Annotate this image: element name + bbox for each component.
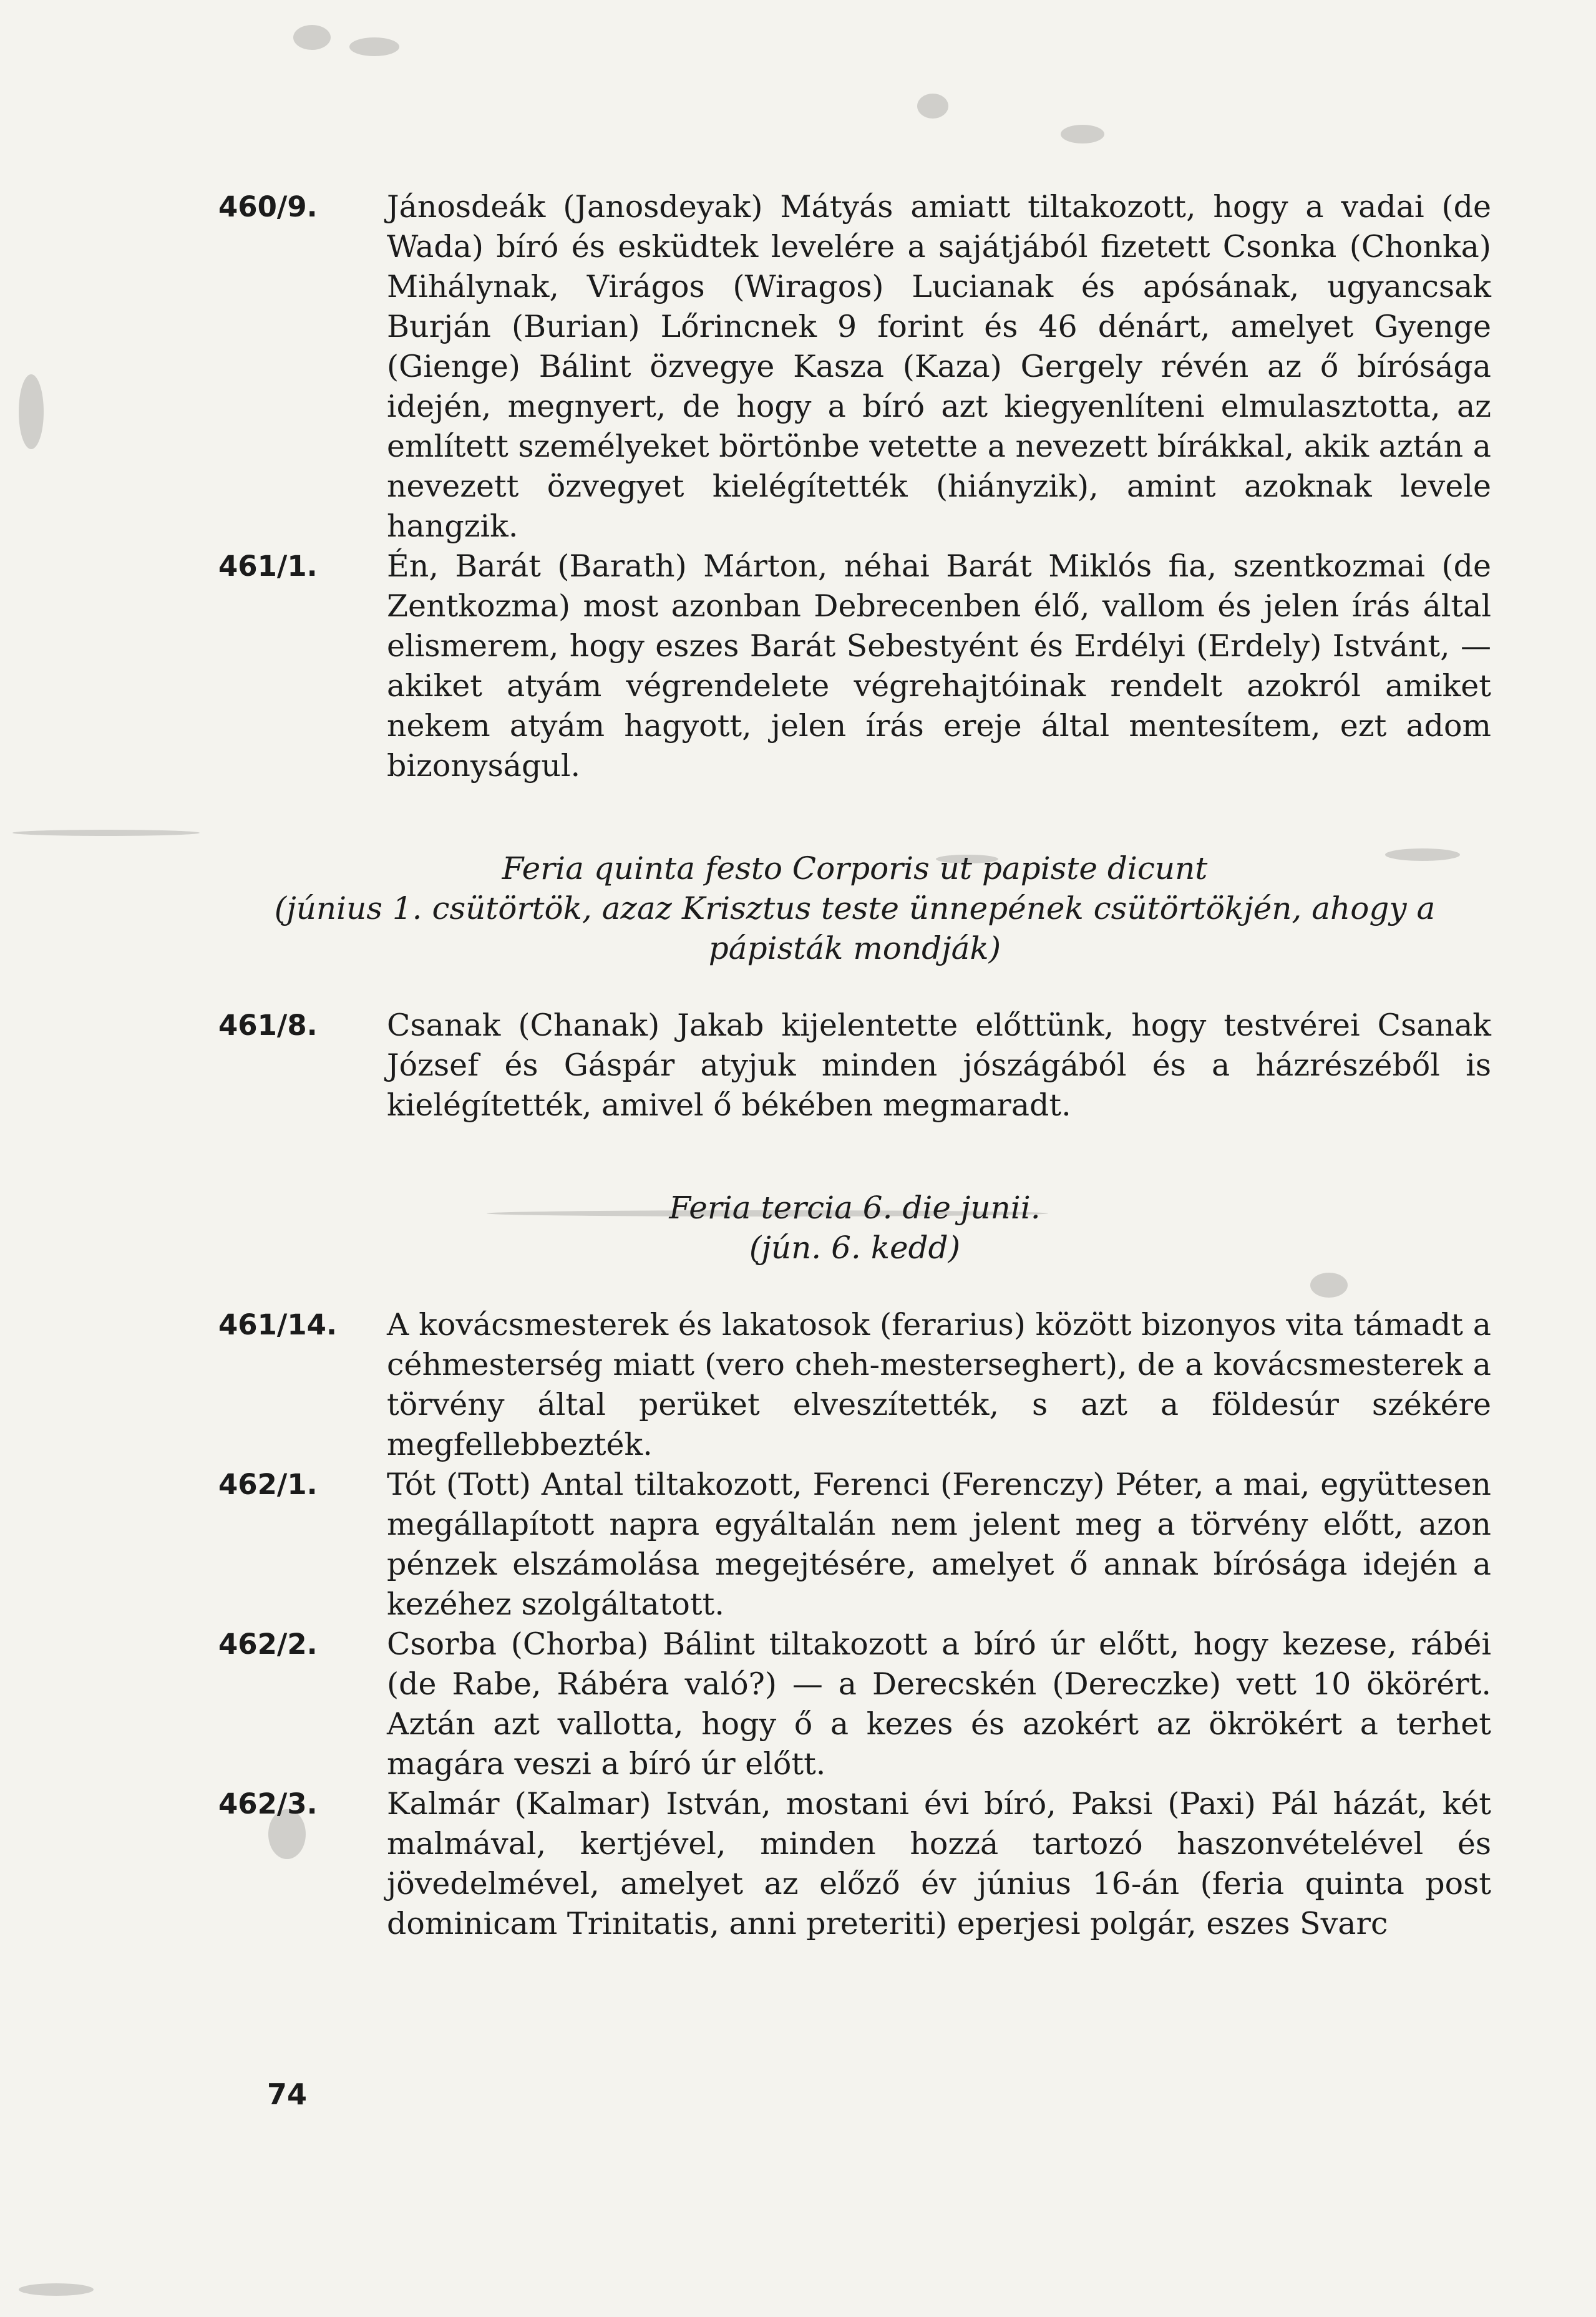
scan-speckle [12, 830, 200, 836]
entry-text: Csorba (Chorba) Bálint tiltakozott a bíró úr előtt, hogy kezese, rábéi (de Rabe, Rábéra való?) — a Derecskén (Dereczke) vett 10 ökörért. Aztán azt vallotta, hogy ő a kezes és azokért az ökrökért a terhet magára veszi a bíró úr előtt. [387, 1626, 1491, 1782]
heading-line: pápisták mondják) [708, 930, 1001, 966]
entry-461-8 [218, 1006, 1491, 1125]
entry-461-14 [218, 1305, 1491, 1465]
section-heading-feria-tercia [218, 1188, 1491, 1268]
entry-number: 461/14. [218, 1308, 338, 1341]
entry-460-9 [218, 187, 1491, 546]
scan-speckle [293, 25, 331, 50]
scan-speckle [349, 37, 399, 56]
entry-number: 462/1. [218, 1468, 318, 1501]
entry-number: 460/9. [218, 190, 318, 223]
document-body [218, 187, 1491, 1944]
entry-text: Tót (Tott) Antal tiltakozott, Ferenci (Ferenczy) Péter, a mai, együttesen megállapított napra egyáltalán nem jelent meg a törvény előtt, azon pénzek elszámolása megejtésére, amelyet ő annak bírósága idején a kezéhez szolgáltatott. [387, 1467, 1491, 1622]
entry-number: 462/3. [218, 1787, 318, 1820]
section-heading-feria-quinta [218, 848, 1491, 968]
entry-462-1 [218, 1465, 1491, 1625]
entry-text: Én, Barát (Barath) Márton, néhai Barát Miklós fia, szentkozmai (de Zentkozma) most azonban Debrecenben élő, vallom és jelen írás által elismerem, hogy eszes Barát Sebestyént és Erdélyi (Erdely) Istvánt, — akiket atyám végrendelete végrehajtóinak rendelt azokról amiket nekem atyám hagyott, jelen írás ereje által mentesítem, ezt adom bizonyságul. [387, 548, 1491, 784]
scan-speckle [917, 94, 948, 119]
page-number: 74 [267, 2077, 308, 2111]
entry-461-1 [218, 546, 1491, 786]
entry-text: A kovácsmesterek és lakatosok (ferarius) között bizonyos vita támadt a céhmesterség miatt (vero cheh-mesterseghert), de a kovácsmesterek a törvény által perüket elveszítették, s azt a földesúr székére megfellebbezték. [387, 1307, 1491, 1462]
scan-speckle [19, 2283, 94, 2296]
entry-462-2 [218, 1625, 1491, 1784]
entry-number: 461/1. [218, 550, 318, 583]
entry-462-3 [218, 1784, 1491, 1944]
entry-text: Kalmár (Kalmar) István, mostani évi bíró, Paksi (Paxi) Pál házát, két malmával, kertjével, minden hozzá tartozó haszonvételével és jövedelmével, amelyet az előző év június 16-án (feria quinta post dominicam Trinitatis, anni preteriti) eperjesi polgár, eszes Svarc [387, 1786, 1491, 1941]
scan-speckle [1061, 125, 1104, 143]
entry-number: 462/2. [218, 1628, 318, 1661]
heading-line: Feria tercia 6. die junii. [669, 1190, 1041, 1226]
entry-text: Csanak (Chanak) Jakab kijelentette előttünk, hogy testvérei Csanak József és Gáspár atyjuk minden jószágából és a házrészéből is kielégítették, amivel ő békében megmaradt. [387, 1008, 1491, 1123]
heading-line: (jún. 6. kedd) [749, 1230, 961, 1266]
entry-text: Jánosdeák (Janosdeyak) Mátyás amiatt tiltakozott, hogy a vadai (de Wada) bíró és esküdtek levelére a sajátjából fizetett Csonka (Chonka) Mihálynak, Virágos (Wiragos) Lucianak és apósának, ugyancsak Burján (Burian) Lőrincnek 9 forint és 46 dénárt, amelyet Gyenge (Gienge) Bálint özvegye Kasza (Kaza) Gergely révén az ő bírósága idején, megnyert, de hogy a bíró azt kiegyenlíteni elmulasztotta, az említett személyeket börtönbe vetette a nevezett bírákkal, akik aztán a nevezett özvegyet kielégítették (hiányzik), amint azoknak levele hangzik. [387, 189, 1491, 544]
scan-speckle [19, 374, 44, 449]
heading-line: Feria quinta festo Corporis ut papiste dicunt [502, 850, 1208, 886]
entry-number: 461/8. [218, 1009, 318, 1042]
heading-line: (június 1. csütörtök, azaz Krisztus teste ünnepének csütörtökjén, ahogy a [274, 890, 1436, 926]
